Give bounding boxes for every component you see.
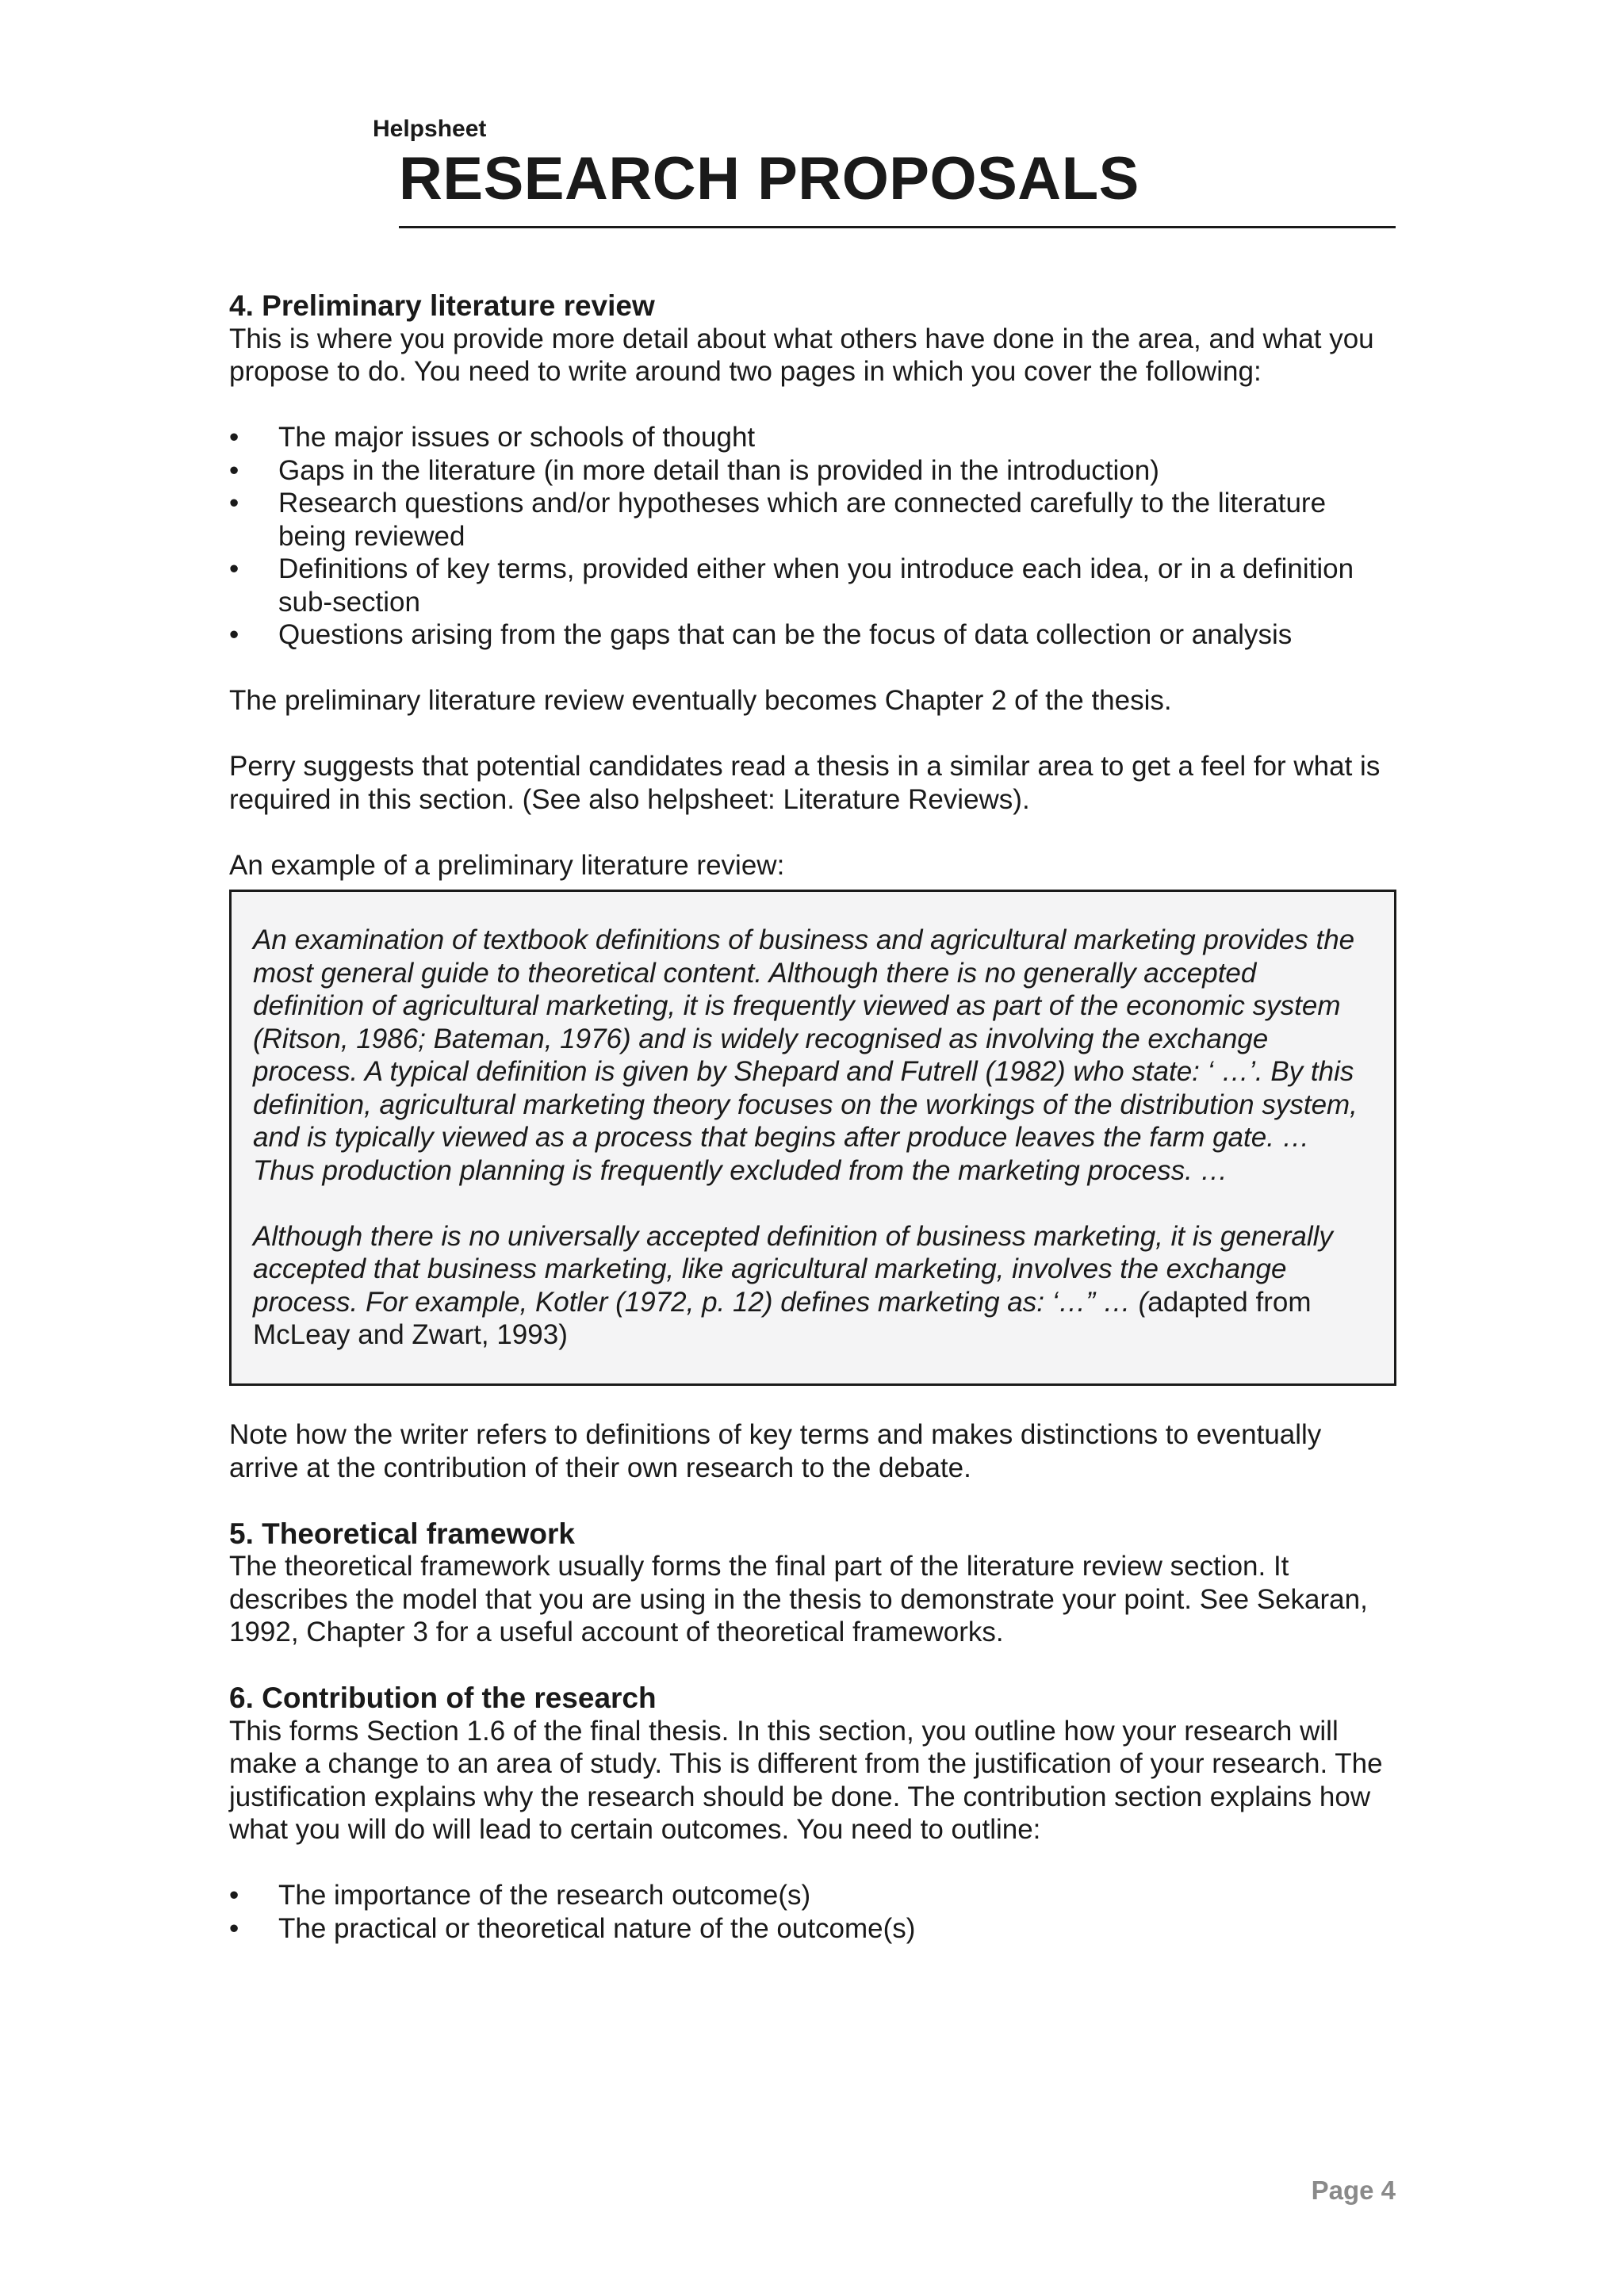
bullet-icon: • xyxy=(229,619,239,650)
bullet-icon: • xyxy=(229,1912,239,1944)
page-number: Page 4 xyxy=(1311,2175,1396,2205)
bullet-icon: • xyxy=(229,422,239,453)
paragraph-perry: Perry suggests that potential candidates read a thesis in a similar area to get a feel for what is required in this section. (See also helpsheet: Literature Reviews). xyxy=(229,751,1381,815)
section-heading-contribution: 6. Contribution of the research xyxy=(229,1682,657,1714)
bullet-icon: • xyxy=(229,454,239,486)
example-quote-box xyxy=(229,890,1396,1386)
list-item: • Research questions and/or hypotheses which are connected carefully to the literature being reviewed xyxy=(229,488,1327,552)
list-item: • The major issues or schools of thought xyxy=(229,422,756,453)
paragraph-note: Note how the writer refers to definitions of key terms and makes distinctions to eventually arrive at the contribution of their own research to the debate. xyxy=(229,1419,1322,1483)
bullet-icon: • xyxy=(229,1880,239,1911)
example-intro: An example of a preliminary literature review: xyxy=(229,849,785,881)
paragraph-framework: The theoretical framework usually forms the final part of the literature review section. It describes the model that you are using in the thesis to demonstrate your point. See Sekaran, 1992, Chapter 3 for a useful account of theoretical frameworks. xyxy=(229,1551,1368,1647)
paragraph-chapter: The preliminary literature review eventually becomes Chapter 2 of the thesis. xyxy=(229,685,1172,716)
doc-type-label: Helpsheet xyxy=(373,116,487,142)
list-item: • Definitions of key terms, provided either when you introduce each idea, or in a definition sub-section xyxy=(229,553,1354,618)
bullet-icon: • xyxy=(229,488,239,519)
section-heading-literature-review: 4. Preliminary literature review xyxy=(229,289,655,322)
section-intro: This is where you provide more detail about what others have done in the area, and what you propose to do. You need to write around two pages in which you cover the following: xyxy=(229,323,1374,387)
main-content xyxy=(229,289,1396,1945)
section-heading-theoretical-framework: 5. Theoretical framework xyxy=(229,1517,575,1550)
quote-source: adapted from McLeay and Zwart, 1993) xyxy=(253,1286,1312,1350)
bullet-icon: • xyxy=(229,553,239,584)
title-divider xyxy=(399,226,1396,228)
list-item: • The importance of the research outcome(s) xyxy=(229,1880,811,1911)
list-item: • Gaps in the literature (in more detail than is provided in the introduction) xyxy=(229,454,1159,486)
quote-paragraph: Although there is no universally accepted definition of business marketing, it is generally accepted that business marketing, like agricultural marketing, involves the exchange process. For example, Kotler (1972, p. 12) defines marketing as: ‘…” … (adapted from McLeay and Zwart, 1993) xyxy=(253,1220,1333,1350)
list-item: • Questions arising from the gaps that can be the focus of data collection or analysis xyxy=(229,619,1293,650)
page-title: RESEARCH PROPOSALS xyxy=(399,145,1139,212)
list-item: • The practical or theoretical nature of the outcome(s) xyxy=(229,1912,916,1944)
quote-paragraph: An examination of textbook definitions of business and agricultural marketing provides the most general guide to theoretical content. Although there is no generally accepted definition of agricultural marketing, it is frequently viewed as part of the economic system (Ritson, 1986; Bateman, 1976) and is widely recognised as involving the exchange process. A typical definition is given by Shepard and Futrell (1982) who state: ‘ …’. By this definition, agricultural marketing theory focuses on the workings of the distribution system, and is typically viewed as a process that begins after produce leaves the farm gate. … Thus production planning is frequently excluded from the marketing process. … xyxy=(253,924,1358,1186)
outcome-list xyxy=(229,1879,1396,1945)
coverage-list xyxy=(229,421,1396,652)
paragraph-contribution: This forms Section 1.6 of the final thesis. In this section, you outline how your research will make a change to an area of study. This is different from the justification of your research. The justification explains why the research should be done. The contribution section explains how what you will do will lead to certain outcomes. You need to outline: xyxy=(229,1715,1383,1845)
